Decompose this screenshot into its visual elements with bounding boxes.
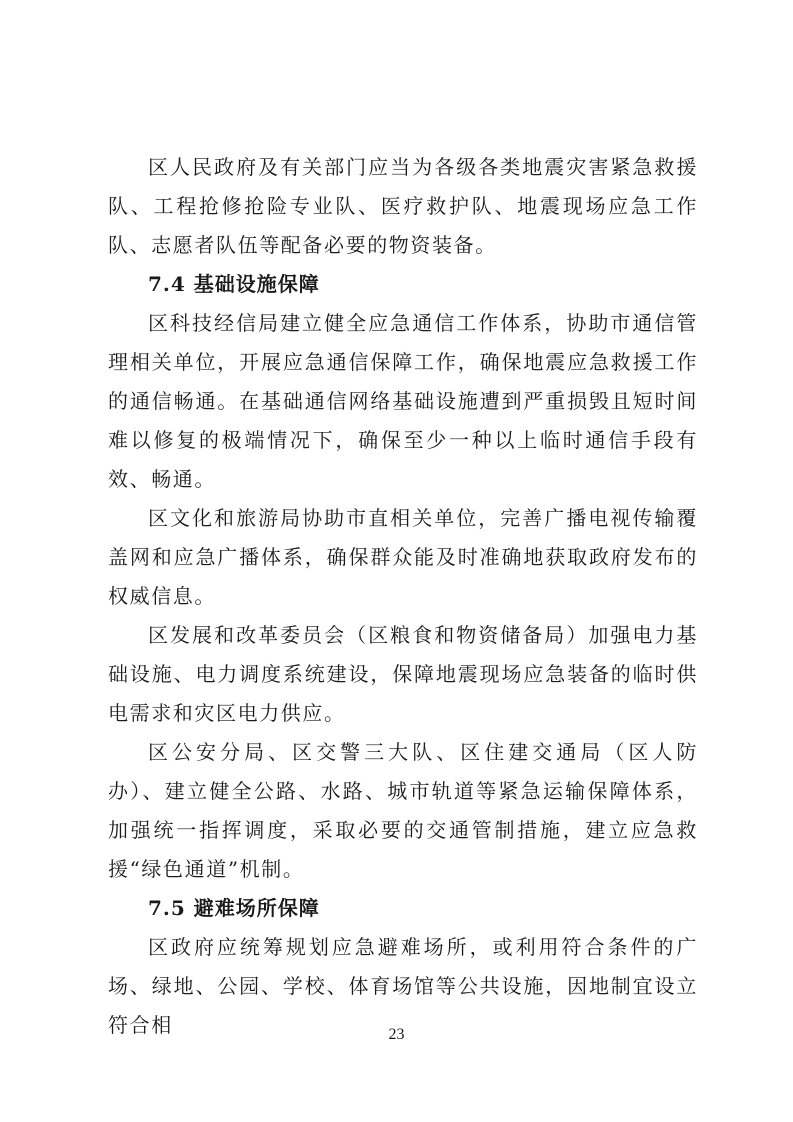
paragraph-material-equipment: 区人民政府及有关部门应当为各级各类地震灾害紧急救援队、工程抢修抢险专业队、医疗救护队、地震现场应急工作队、志愿者队伍等配备必要的物资装备。	[108, 155, 698, 257]
paragraph-power-supply: 区发展和改革委员会（区粮食和物资储备局）加强电力基础设施、电力调度系统建设，保障地震现场应急装备的临时供电需求和灾区电力供应。	[108, 623, 698, 725]
section-heading-infrastructure: 7.4 基础设施保障	[148, 272, 320, 296]
paragraph-communications: 区科技经信局建立健全应急通信工作体系，协助市通信管理相关单位，开展应急通信保障工作，确保地震应急救援工作的通信畅通。在基础通信网络基础设施遭到严重损毁且短时间难以修复的极端情况下，确保至少一种以上临时通信手段有效、畅通。	[108, 311, 698, 491]
paragraph-broadcasting: 区文化和旅游局协助市直相关单位，完善广播电视传输覆盖网和应急广播体系，确保群众能及时准确地获取政府发布的权威信息。	[108, 506, 698, 608]
paragraph-transport: 区公安分局、区交警三大队、区住建交通局（区人防办）、建立健全公路、水路、城市轨道等紧急运输保障体系，加强统一指挥调度，采取必要的交通管制措施，建立应急救援“绿色通道”机制。	[108, 740, 698, 881]
section-heading-shelters: 7.5 避难场所保障	[148, 896, 320, 920]
page-number: 23	[388, 1026, 405, 1043]
paragraph-shelter-planning: 区政府应统筹规划应急避难场所，或利用符合条件的广场、绿地、公园、学校、体育场馆等公共设施，因地制宜设立符合相	[108, 935, 698, 1037]
document-body	[108, 148, 698, 1045]
